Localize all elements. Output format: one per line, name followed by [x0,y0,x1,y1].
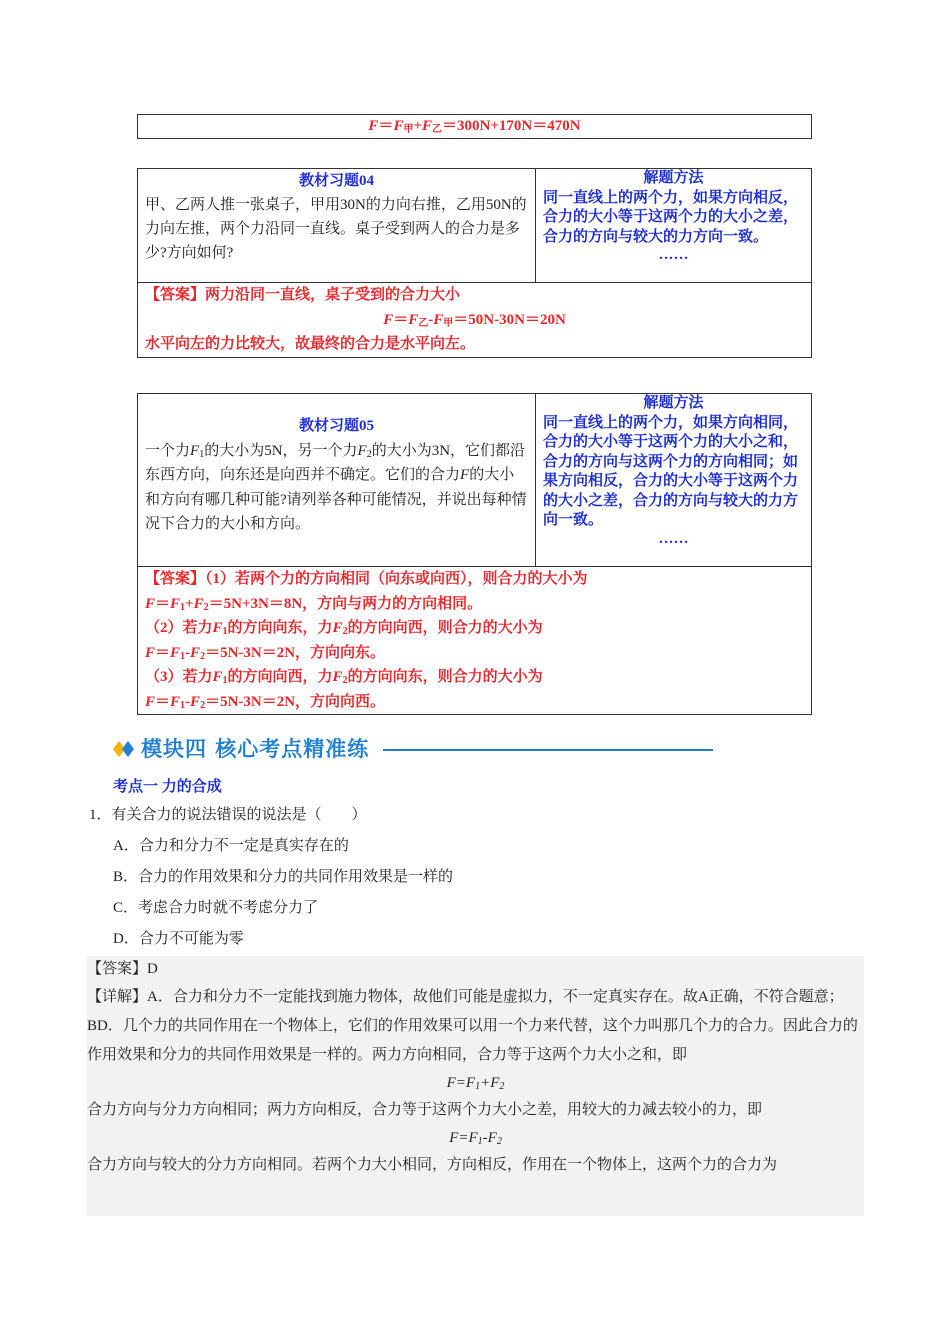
exercise-05-box [137,393,812,715]
exercise-04-answer-cell [138,283,812,358]
exercise-05-question-cell [138,394,536,567]
option-d: D．合力不可能为零 [113,931,244,947]
formula-subscript: 甲 [443,317,454,329]
formula-text: - [185,693,191,710]
formula-text: ＝50N-30N＝20N [453,311,566,328]
answer-line: 水平向左的力比较大，故最终的合力是水平向左。 [145,336,476,352]
formula-subscript: 乙 [432,124,443,135]
formula-symbol: F [393,118,404,134]
solution-paragraph: 合力方向与较大的分力方向相同。若两个力大小相同，方向相反，作用在一个物体上，这两个力的合力为 [87,1157,778,1173]
answer-line: 【答案】（1）若两个力的方向相同（向东或向西），则合力的大小为 [145,571,588,587]
module-title: 模块四 核心考点精准练 [141,737,370,761]
formula-symbol: F [422,118,433,134]
method-title: 解题方法 [643,395,704,411]
formula-subscript: 1 [222,626,228,637]
solution-equation [87,1125,864,1151]
module-heading [113,734,733,764]
formula-symbol: F [170,644,181,661]
option-c: C．考虑合力时就不考虑分力了 [113,900,319,916]
answer-formula [145,690,804,715]
formula-subscript: 乙 [418,317,429,329]
keypoint-title: 考点一 力的合成 [113,779,222,795]
exercise-04-text: 甲、乙两人推一张桌子，甲用30N的力向右推，乙用50N的力向左推，两个力沿同一直线。桌子受到两人的合力是多少?方向如何? [145,197,527,261]
exercise-05-answer-cell [138,567,812,715]
formula-subscript: 2 [342,675,348,686]
formula-subscript: 2 [200,699,206,711]
formula-symbol: F [145,595,156,612]
formula-symbol: F [460,467,470,483]
formula-symbol: F [170,693,181,710]
solution-paragraph: BD．几个力的共同作用在一个物体上，它们的作用效果可以用一个力来代替，这个力叫那几个力的合力。因此合力的作用效果和分力的共同作用效果是一样的。两力方向相同，合力等于这两个力大小之和，即 [87,1018,858,1063]
formula-symbol: F [383,311,394,328]
formula-text: F=F [449,1130,478,1146]
text-run: 一个力 [145,442,191,459]
formula-subscript: 1 [180,601,186,613]
formula-subscript: 2 [200,650,206,662]
answer-formula [145,641,804,666]
exercise-05-method-cell [536,394,812,567]
formula-symbol: F [190,442,200,459]
solution-paragraph: 【详解】A．合力和分力不一定能找到施力物体，故他们可能是虚拟力，不一定真实存在。故A正确，不符合题意； [87,989,844,1005]
text-run: 的方向向西，力 [227,669,333,685]
exercise-04-title: 教材习题04 [298,173,374,189]
formula-subscript: 2 [496,1136,502,1147]
formula-symbol: F [190,693,201,710]
formula-symbol: F [145,693,156,710]
exercise-05-title: 教材习题05 [298,418,374,434]
formula-symbol: F [212,669,223,685]
formula-symbol: F [212,620,223,636]
formula-text: F=F [446,1075,476,1091]
text-run: 的大小为5N，另一个力 [204,442,358,459]
solution-answer: 【答案】D [87,961,158,977]
solution-paragraph: 合力方向与分力方向相同；两力方向相反，合力等于这两个力大小之差，用较大的力减去较小的力，即 [87,1102,763,1118]
text-run: （2）若力 [145,620,213,636]
text-run: （3）若力 [145,669,213,685]
formula-subscript: 2 [499,1081,505,1092]
formula-text: -F [482,1130,497,1146]
formula-subscript: 1 [222,675,228,686]
formula-symbol: F [332,669,343,685]
formula-text: ＝5N-3N＝2N，方向向西。 [205,693,386,710]
question-stem: 1．有关合力的说法错误的说法是（ ） [89,807,367,823]
module-divider [383,749,713,751]
formula-symbol: F [368,118,379,134]
method-text: 同一直线上的两个力，如果方向相同，合力的大小等于这两个力的大小之和，合力的方向与这两个力的方向相同；如果方向相反，合力的大小等于这两个力的大小之差，合力的方向与较大的力方向一致。 [543,414,799,528]
formula-symbol: F [145,644,156,661]
formula-text: + [185,595,194,612]
formula-symbol: F [332,620,343,636]
formula-text: ＝ [155,693,171,710]
formula-subscript: 1 [180,699,186,711]
formula-subscript: 甲 [403,124,414,135]
formula-text: +F [480,1075,500,1091]
answer-line [145,616,804,641]
exercise-04-table [137,168,812,358]
exercise-04-method-cell [536,169,812,283]
text-run: 的大小和方向有哪几种可能?请列举各种可能情况，并说出每种情况下合力的大小和方向。 [145,467,527,532]
answer-formula [145,592,804,617]
answer-line [145,665,804,690]
exercise-04-question-cell [138,169,536,283]
formula-text: ＝ [155,644,171,661]
formula-box-top [137,114,812,139]
exercise-05-text [145,439,528,537]
formula-text: ＝ [393,311,409,328]
option-b: B．合力的作用效果和分力的共同作用效果是一样的 [113,869,454,885]
formula-symbol: F [190,644,201,661]
text-run: 的方向向西，则合力的大小为 [347,620,543,636]
exercise-04-box [137,168,812,358]
text-run: 的大小为3N，它们都沿东西方向，向东还是向西并不确定。它们的合力 [145,442,526,483]
option-a: A．合力和分力不一定是真实存在的 [113,838,349,854]
method-title: 解题方法 [643,170,704,186]
formula-subscript: 2 [342,626,348,637]
formula-text: ＝ [378,118,394,134]
formula-subscript: 1 [475,1081,481,1092]
answer-formula [145,308,804,333]
formula-symbol: F [408,311,419,328]
answer-line: 【答案】两力沿同一直线，桌子受到的合力大小 [145,287,461,303]
method-text: 同一直线上的两个力，如果方向相反，合力的大小等于这两个力的大小之差，合力的方向与较大的力方向一致。 [543,189,799,245]
ellipsis: …… [658,247,689,263]
formula-text: + [413,118,423,134]
exercise-05-table [137,393,812,715]
ellipsis: …… [658,530,689,547]
solution-equation [87,1070,864,1096]
formula-subscript: 1 [199,448,205,460]
formula-text: ＝300N+170N＝470N [442,118,581,134]
formula-symbol: F [193,595,204,612]
diamond-icon [113,740,137,758]
text-run: 的方向向东，则合力的大小为 [347,669,543,685]
formula-text: ＝5N+3N＝8N，方向与两力的方向相同。 [208,595,483,612]
formula-text: ＝ [155,595,171,612]
formula-symbol: F [357,442,367,459]
formula-symbol: F [170,595,181,612]
formula-subscript: 1 [477,1136,483,1147]
formula-text: - [428,311,434,328]
formula-text: - [185,644,191,661]
formula-subscript: 2 [366,448,372,460]
text-run: 的方向向东，力 [227,620,333,636]
formula-subscript: 2 [203,601,209,613]
solution-area [87,956,864,1216]
formula-text: ＝5N-3N＝2N，方向向东。 [205,644,386,661]
formula-subscript: 1 [180,650,186,662]
formula-symbol: F [433,311,444,328]
